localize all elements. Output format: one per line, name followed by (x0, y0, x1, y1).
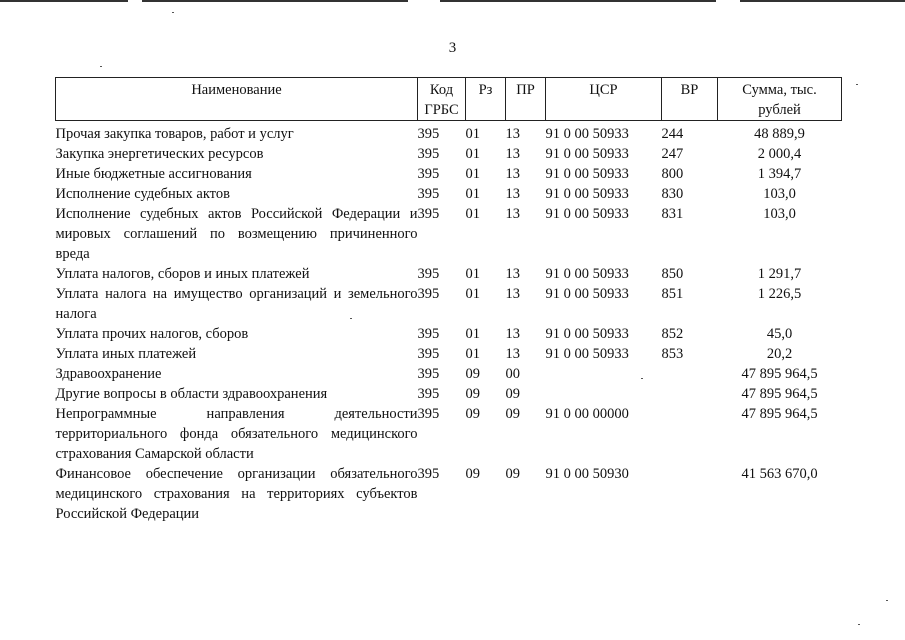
table-row (56, 344, 842, 364)
table-row (56, 184, 842, 204)
cell-vr (662, 464, 718, 524)
cell-vr: 852 (661, 326, 684, 342)
cell-name: Закупка энергетических ресурсов (55, 146, 264, 162)
cell-grbs: 395 (417, 466, 440, 482)
scan-speck (172, 12, 174, 13)
scan-speck (858, 624, 860, 625)
header-name: Наименование (56, 78, 418, 121)
cell-grbs: 395 (417, 266, 440, 282)
cell-vr: 831 (661, 206, 684, 222)
cell-vr: 830 (661, 186, 684, 202)
cell-rz: 01 (465, 166, 480, 182)
cell-vr: 244 (661, 126, 684, 142)
cell-name: Непрограммные направления деятельности территориального фонда обязательного медицинского страхования Самарской области (55, 406, 418, 462)
header-row (56, 78, 842, 121)
table-row (56, 264, 842, 284)
header-rz: Рз (466, 78, 506, 121)
cell-sum: 48 889,9 (754, 126, 805, 142)
cell-grbs: 395 (417, 386, 440, 402)
page-number: 3 (448, 40, 457, 56)
cell-sum: 41 563 670,0 (741, 466, 818, 482)
cell-sum: 20,2 (766, 346, 793, 362)
cell-grbs: 395 (417, 366, 440, 382)
table-row (56, 464, 842, 524)
table-row (56, 384, 842, 404)
cell-sum: 1 291,7 (757, 266, 802, 282)
cell-pr: 13 (505, 186, 520, 202)
cell-name: Уплата налогов, сборов и иных платежей (55, 266, 310, 282)
cell-rz: 01 (465, 206, 480, 222)
cell-rz: 01 (465, 126, 480, 142)
cell-sum: 47 895 964,5 (741, 386, 818, 402)
header-grbs: Код ГРБС (418, 78, 466, 121)
cell-vr (662, 384, 718, 404)
table-row (56, 144, 842, 164)
cell-name: Уплата налога на имущество организаций и земельного налога (55, 286, 418, 322)
cell-grbs: 395 (417, 126, 440, 142)
cell-vr: 853 (661, 346, 684, 362)
cell-rz: 01 (465, 266, 480, 282)
cell-name: Иные бюджетные ассигнования (55, 166, 252, 182)
cell-name: Уплата иных платежей (55, 346, 197, 362)
cell-csr: 91 0 00 50930 (545, 466, 629, 482)
cell-csr: 91 0 00 50933 (545, 186, 629, 202)
cell-pr: 13 (505, 346, 520, 362)
cell-pr: 13 (505, 166, 520, 182)
cell-csr: 91 0 00 50933 (545, 206, 629, 222)
cell-rz: 09 (465, 366, 480, 382)
cell-csr: 91 0 00 50933 (545, 146, 629, 162)
cell-pr: 00 (505, 366, 520, 382)
header-pr: ПР (506, 78, 546, 121)
cell-vr: 850 (661, 266, 684, 282)
cell-pr: 09 (505, 406, 520, 422)
cell-pr: 13 (505, 126, 520, 142)
cell-pr: 13 (505, 206, 520, 222)
cell-vr (662, 364, 718, 384)
cell-rz: 01 (465, 146, 480, 162)
budget-table (55, 77, 842, 524)
cell-grbs: 395 (417, 166, 440, 182)
cell-grbs: 395 (417, 206, 440, 222)
cell-name: Исполнение судебных актов Российской Федерации и мировых соглашений по возмещению причиненного вреда (55, 206, 418, 262)
cell-pr: 13 (505, 146, 520, 162)
cell-pr: 09 (505, 466, 520, 482)
table-row (56, 164, 842, 184)
cell-sum: 2 000,4 (757, 146, 802, 162)
scan-speck (856, 84, 858, 85)
cell-name: Финансовое обеспечение организации обязательного медицинского страхования на территориях субъектов Российской Федерации (55, 466, 418, 522)
cell-pr: 13 (505, 326, 520, 342)
cell-vr: 247 (661, 146, 684, 162)
header-vr: ВР (662, 78, 718, 121)
cell-csr (546, 364, 662, 384)
cell-grbs: 395 (417, 146, 440, 162)
scan-speck (100, 66, 102, 67)
table-row (56, 364, 842, 384)
cell-csr: 91 0 00 50933 (545, 326, 629, 342)
cell-name: Исполнение судебных актов (55, 186, 230, 202)
cell-grbs: 395 (417, 186, 440, 202)
cell-name: Другие вопросы в области здравоохранения (55, 386, 328, 402)
cell-sum: 45,0 (766, 326, 793, 342)
cell-sum: 1 394,7 (757, 166, 802, 182)
table-row (56, 204, 842, 264)
cell-rz: 09 (465, 386, 480, 402)
cell-csr: 91 0 00 50933 (545, 126, 629, 142)
top-edge-rule (142, 0, 408, 2)
table-row (56, 121, 842, 145)
header-sum: Сумма, тыс. рублей (718, 78, 842, 121)
cell-csr: 91 0 00 50933 (545, 166, 629, 182)
cell-sum: 103,0 (763, 206, 796, 222)
cell-sum: 47 895 964,5 (741, 366, 818, 382)
cell-rz: 09 (465, 406, 480, 422)
table-body (56, 121, 842, 525)
cell-csr: 91 0 00 00000 (545, 406, 629, 422)
cell-csr: 91 0 00 50933 (545, 266, 629, 282)
cell-pr: 09 (505, 386, 520, 402)
cell-vr (662, 404, 718, 464)
top-edge-rule (440, 0, 716, 2)
cell-csr: 91 0 00 50933 (545, 286, 629, 302)
header-csr: ЦСР (546, 78, 662, 121)
cell-csr (546, 384, 662, 404)
cell-csr: 91 0 00 50933 (545, 346, 629, 362)
cell-vr: 851 (661, 286, 684, 302)
scan-speck (886, 600, 888, 601)
table-row (56, 324, 842, 344)
cell-pr: 13 (505, 286, 520, 302)
cell-grbs: 395 (417, 346, 440, 362)
cell-name: Прочая закупка товаров, работ и услуг (55, 126, 294, 142)
cell-vr: 800 (661, 166, 684, 182)
cell-name: Уплата прочих налогов, сборов (55, 326, 249, 342)
top-edge-rule (0, 0, 128, 2)
cell-grbs: 395 (417, 406, 440, 422)
top-edge-rule (740, 0, 905, 2)
table-row (56, 404, 842, 464)
cell-pr: 13 (505, 266, 520, 282)
cell-grbs: 395 (417, 286, 440, 302)
cell-rz: 01 (465, 286, 480, 302)
cell-rz: 01 (465, 326, 480, 342)
cell-rz: 09 (465, 466, 480, 482)
cell-grbs: 395 (417, 326, 440, 342)
cell-sum: 47 895 964,5 (741, 406, 818, 422)
table-row (56, 284, 842, 324)
cell-name: Здравоохранение (55, 366, 162, 382)
cell-sum: 1 226,5 (757, 286, 802, 302)
cell-sum: 103,0 (763, 186, 796, 202)
table-header (56, 78, 842, 121)
cell-rz: 01 (465, 346, 480, 362)
cell-rz: 01 (465, 186, 480, 202)
